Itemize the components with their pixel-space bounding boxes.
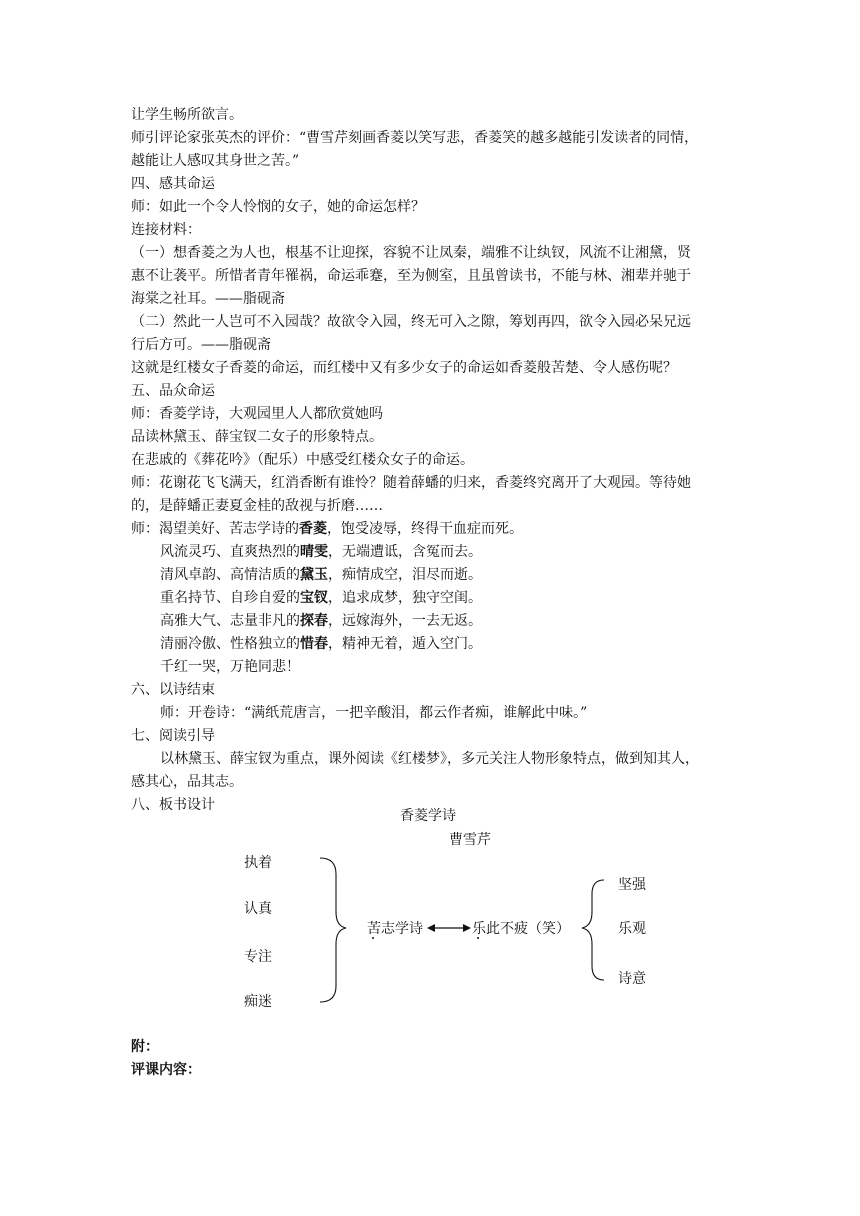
board-center-right: 乐此不疲（笑） <box>472 921 570 937</box>
text-line: 千红一哭，万艳同悲！ <box>160 659 300 675</box>
board-author: 曹雪芹 <box>449 832 491 848</box>
text-line: 品读林黛玉、薛宝钗二女子的形象特点。 <box>131 429 383 445</box>
fate-line: 清风卓韵、高情洁质的黛玉，痴情成空，泪尽而逝。 <box>160 567 482 583</box>
text-line: 的，是薛蟠正妻夏金桂的敌视与折磨…… <box>131 498 383 514</box>
text-line: 行后方可。——脂砚斋 <box>131 337 271 353</box>
section-heading: 四、感其命运 <box>131 176 215 192</box>
arrow-head-left <box>427 924 435 932</box>
section-heading: 八、板书设计 <box>131 797 215 813</box>
appendix-label: 附： <box>131 1039 159 1055</box>
text-line: 师：香菱学诗，大观园里人人都欣赏她吗 <box>131 406 383 422</box>
text-line: 师引评论家张英杰的评价：“曹雪芹刻画香菱以笑写悲，香菱笑的越多越能引发读者的同情， <box>131 130 699 146</box>
board-title: 香菱学诗 <box>400 808 456 824</box>
text-line: 惠不让袭平。所惜者青年罹祸，命运乖蹇，至为侧室，且虽曾读书，不能与林、湘辈并驰于 <box>131 268 691 284</box>
board-left-item: 专注 <box>244 949 272 965</box>
review-label: 评课内容： <box>131 1062 201 1078</box>
board-center-left: 苦志学诗 <box>367 921 423 937</box>
fate-line: 清丽冷傲、性格独立的惜春，精神无着，遁入空门。 <box>160 636 482 652</box>
board-right-item: 乐观 <box>618 921 646 937</box>
text-line: 师：开卷诗：“满纸荒唐言，一把辛酸泪，都云作者痴，谁解此中味。” <box>160 705 588 721</box>
left-brace <box>320 858 346 1002</box>
fate-line: 高雅大气、志量非凡的探春，远嫁海外，一去无返。 <box>160 613 482 629</box>
emphasis-dot <box>477 937 479 939</box>
fate-line: 风流灵巧、直爽热烈的晴雯，无端遭诋，含冤而去。 <box>160 544 482 560</box>
board-left-item: 痴迷 <box>244 994 272 1010</box>
board-right-item: 坚强 <box>618 877 646 893</box>
text-line: 以林黛玉、薛宝钗为重点，课外阅读《红楼梦》，多元关注人物形象特点，做到知其人， <box>160 751 699 767</box>
text-line: 在悲戚的《葬花吟》（配乐）中感受红楼众女子的命运。 <box>131 452 474 468</box>
text-line: 越能让人感叹其身世之苦。” <box>131 153 300 169</box>
text-line: 这就是红楼女子香菱的命运，而红楼中又有多少女子的命运如香菱般苦楚、令人感伤呢？ <box>131 360 677 376</box>
text-line: 师：如此一个令人怜悯的女子，她的命运怎样？ <box>131 199 425 215</box>
fate-line: 师：渴望美好、苦志学诗的香菱，饱受凌辱，终得干血症而死。 <box>131 521 523 537</box>
board-left-item: 执着 <box>244 855 272 871</box>
board-left-item: 认真 <box>244 901 272 917</box>
text-line: 让学生畅所欲言。 <box>131 107 243 123</box>
text-line: （一）想香菱之为人也，根基不让迎探，容貌不让凤秦，端雅不让纨钗，风流不让湘黛，贤 <box>131 245 691 261</box>
text-line: 感其心，品其志。 <box>131 774 243 790</box>
fate-line: 重名持节、自珍自爱的宝钗，追求成梦，独守空闺。 <box>160 590 482 606</box>
section-heading: 六、以诗结束 <box>131 682 215 698</box>
section-heading: 五、品众命运 <box>131 383 215 399</box>
text-line: 海棠之社耳。——脂砚斋 <box>131 291 285 307</box>
emphasis-dot <box>372 937 374 939</box>
text-line: 连接材料： <box>131 222 201 238</box>
right-brace <box>582 880 604 980</box>
section-heading: 七、阅读引导 <box>131 728 215 744</box>
text-line: （二）然此一人岂可不入园哉？故欲令入园，终无可入之隙，筹划再四，欲令入园必呆兄远 <box>131 314 691 330</box>
arrow-head-right <box>463 924 471 932</box>
text-line: 师：花谢花飞飞满天，红消香断有谁怜？随着薛蟠的归来，香菱终究离开了大观园。等待她 <box>131 475 691 491</box>
board-right-item: 诗意 <box>618 971 646 987</box>
